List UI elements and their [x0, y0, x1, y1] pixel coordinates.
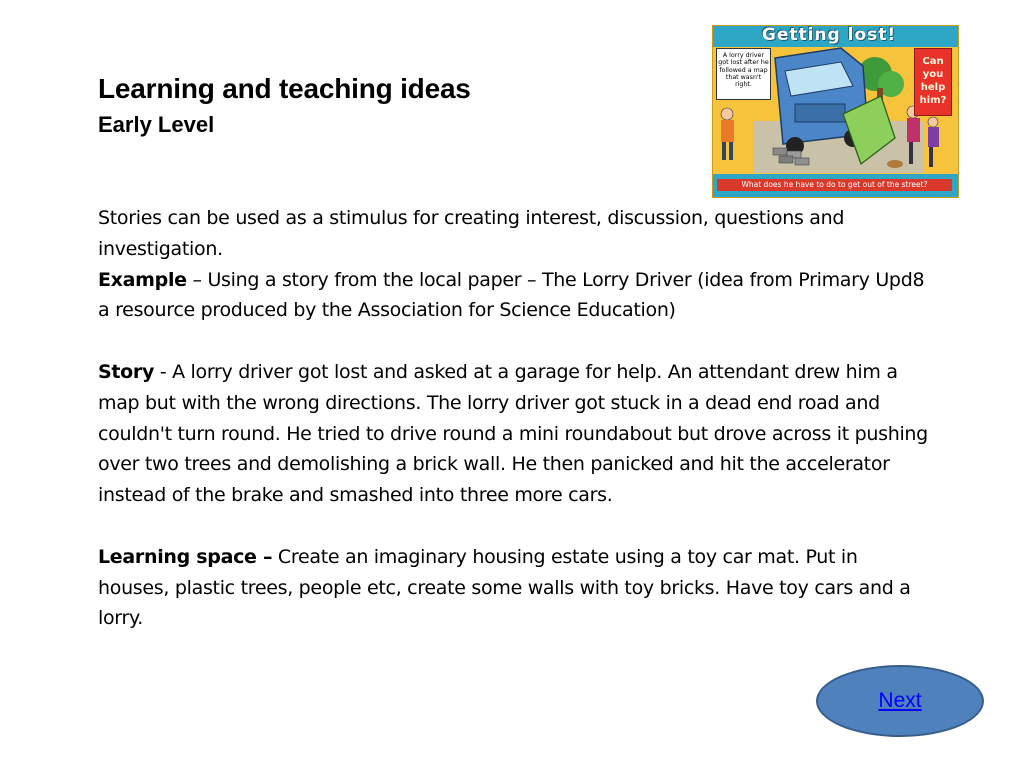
next-button[interactable]	[816, 665, 984, 737]
poster-question: What does he have to do to get out of the street?	[717, 179, 952, 191]
slide-subtitle: Early Level	[98, 112, 215, 137]
next-link[interactable]: Next	[878, 689, 922, 712]
poster-header	[713, 26, 958, 47]
poster-title: Getting lost!	[761, 25, 897, 45]
story-paragraph	[98, 357, 928, 511]
slide-body	[98, 203, 928, 634]
poster-help-tag: Can you help him?	[914, 48, 952, 116]
poster-footer	[713, 174, 958, 197]
intro-text: Stories can be used as a stimulus for creating interest, discussion, questions and investigation.	[98, 207, 845, 260]
paragraph-gap	[98, 511, 928, 542]
example-paragraph	[98, 265, 928, 327]
learning-space-text: Create an imaginary housing estate using a toy car mat. Put in houses, plastic trees, people etc, create some walls with toy bricks. Have toy cars and a lorry.	[98, 545, 911, 630]
story-text: - A lorry driver got lost and asked at a garage for help. An attendant drew him a map but with the wrong directions. The lorry driver got stuck in a dead end road and couldn't turn round. He tried to drive round a mini roundabout but drove across it pushing over two trees and demolishing a brick wall. He then panicked and hit the accelerator instead of the brake and smashed into three more cars.	[98, 360, 928, 507]
paragraph-gap	[98, 326, 928, 357]
slide-title: Learning and teaching ideas	[98, 73, 471, 104]
example-label: Example	[98, 268, 187, 291]
story-label: Story	[98, 360, 155, 383]
intro-paragraph	[98, 203, 928, 265]
learning-space-label: Learning space –	[98, 545, 273, 568]
poster-credit-strip	[713, 191, 958, 197]
getting-lost-poster-image	[712, 25, 959, 198]
learning-space-paragraph	[98, 542, 928, 634]
poster-caption: A lorry driver got lost after he followed a map that wasn't right.	[716, 48, 771, 100]
example-text: – Using a story from the local paper – The Lorry Driver (idea from Primary Upd8 a resource produced by the Association for Science Education)	[98, 268, 925, 322]
